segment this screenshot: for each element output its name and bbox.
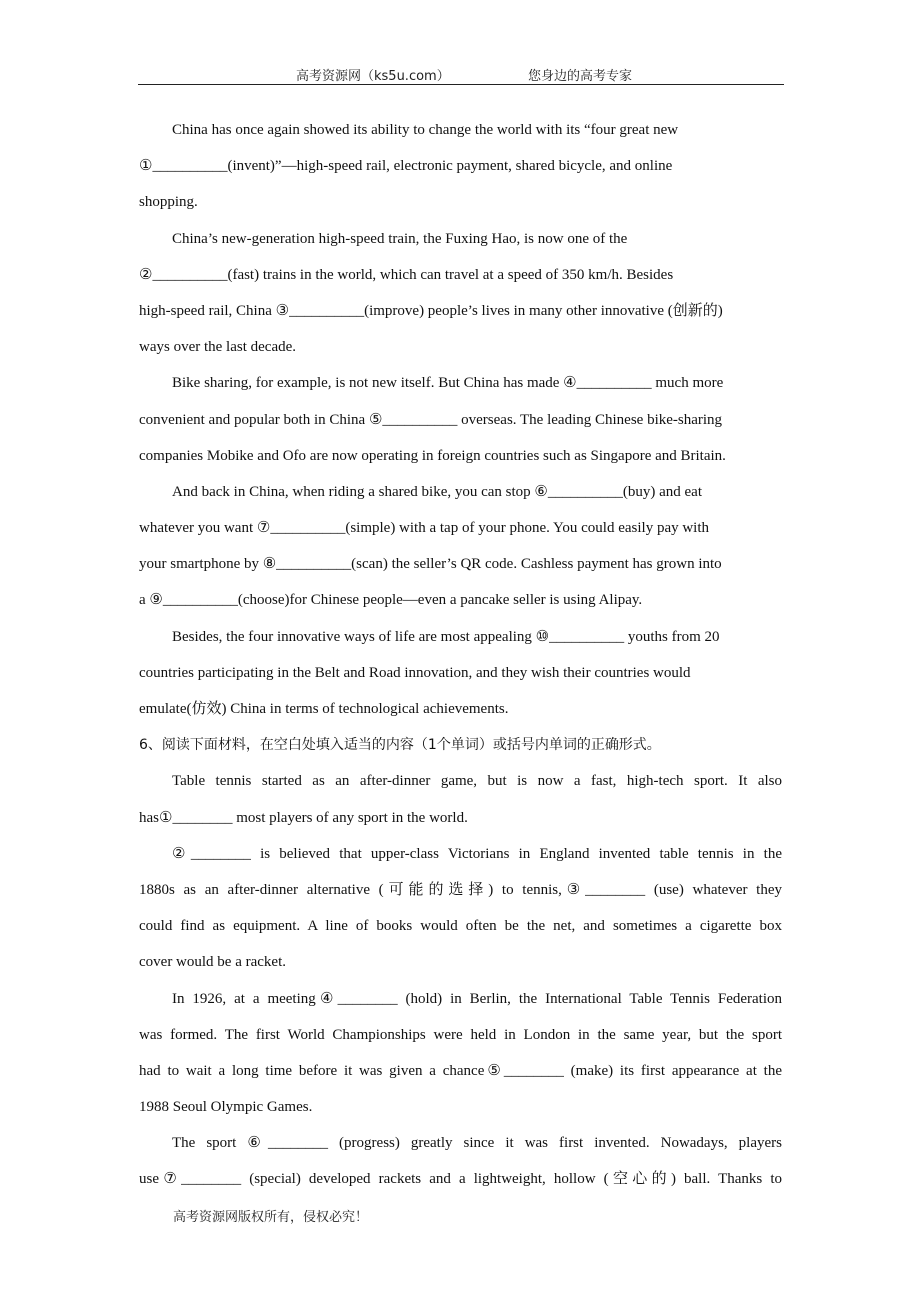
text-line: The sport ⑥________ (progress) greatly since it was first invented. Nowadays, players (172, 1135, 782, 1152)
text-line: Besides, the four innovative ways of life are most appealing ⑩__________ youths from 20 (172, 628, 720, 645)
document-body (139, 112, 782, 1198)
text-line: companies Mobike and Ofo are now operating in foreign countries such as Singapore and Britain. (139, 447, 726, 464)
text-line: high-speed rail, China ③__________(improve) people’s lives in many other innovative (创新的) (139, 302, 723, 319)
text-line: cover would be a racket. (139, 954, 287, 971)
text-line: China’s new-generation high-speed train, the Fuxing Hao, is now one of the (172, 230, 628, 247)
text-line: had to wait a long time before it was given a chance⑤________ (make) its first appearance at the (139, 1062, 782, 1079)
text-line: countries participating in the Belt and Road innovation, and they wish their countries would (139, 664, 691, 681)
text-line: convenient and popular both in China ⑤__________ overseas. The leading Chinese bike-sharing (139, 411, 723, 428)
header-site-name: 高考资源网（ks5u.com） (296, 69, 450, 84)
section-heading: 6、阅读下面材料，在空白处填入适当的内容（1个单词）或括号内单词的正确形式。 (139, 737, 661, 754)
text-line: ①__________(invent)”—high-speed rail, electronic payment, shared bicycle, and online (139, 158, 673, 175)
text-line: In 1926, at a meeting④________ (hold) in Berlin, the International Table Tennis Federation (172, 990, 782, 1007)
text-line: your smartphone by ⑧__________(scan) the seller’s QR code. Cashless payment has grown into (139, 556, 722, 573)
text-line: a ⑨__________(choose)for Chinese people—even a pancake seller is using Alipay. (139, 592, 643, 609)
text-line: whatever you want ⑦__________(simple) with a tap of your phone. You could easily pay with (139, 520, 710, 537)
page-footer: 高考资源网版权所有，侵权必究！ (173, 1210, 369, 1225)
text-line: emulate(仿效) China in terms of technological achievements. (139, 701, 509, 717)
text-line: And back in China, when riding a shared bike, you can stop ⑥__________(buy) and eat (172, 483, 702, 500)
text-line: use⑦________ (special) developed rackets and a lightweight, hollow (空心的) ball. Thanks to (139, 1171, 782, 1188)
text-line: ②________ is believed that upper-class Victorians in England invented table tennis in the (172, 845, 782, 862)
text-line: ways over the last decade. (139, 339, 297, 356)
text-line: China has once again showed its ability to change the world with its “four great new (172, 122, 679, 138)
text-line: 1880s as an after-dinner alternative (可能的选择) to tennis,③________ (use) whatever they (139, 881, 782, 898)
text-line: shopping. (139, 194, 198, 211)
text-line: Table tennis started as an after-dinner game, but is now a fast, high-tech sport. It also (172, 773, 782, 790)
page-header (138, 64, 784, 85)
text-line: was formed. The first World Championships were held in London in the same year, but the sport (139, 1026, 782, 1043)
text-line: Bike sharing, for example, is not new itself. But China has made ④__________ much more (172, 375, 724, 392)
header-slogan: 您身边的高考专家 (528, 69, 633, 84)
text-line: ②__________(fast) trains in the world, which can travel at a speed of 350 km/h. Besides (139, 266, 674, 283)
text-line: has①________ most players of any sport in the world. (139, 809, 468, 826)
text-line: could find as equipment. A line of books would often be the net, and sometimes a cigarette box (139, 918, 782, 935)
text-line: 1988 Seoul Olympic Games. (139, 1099, 313, 1116)
